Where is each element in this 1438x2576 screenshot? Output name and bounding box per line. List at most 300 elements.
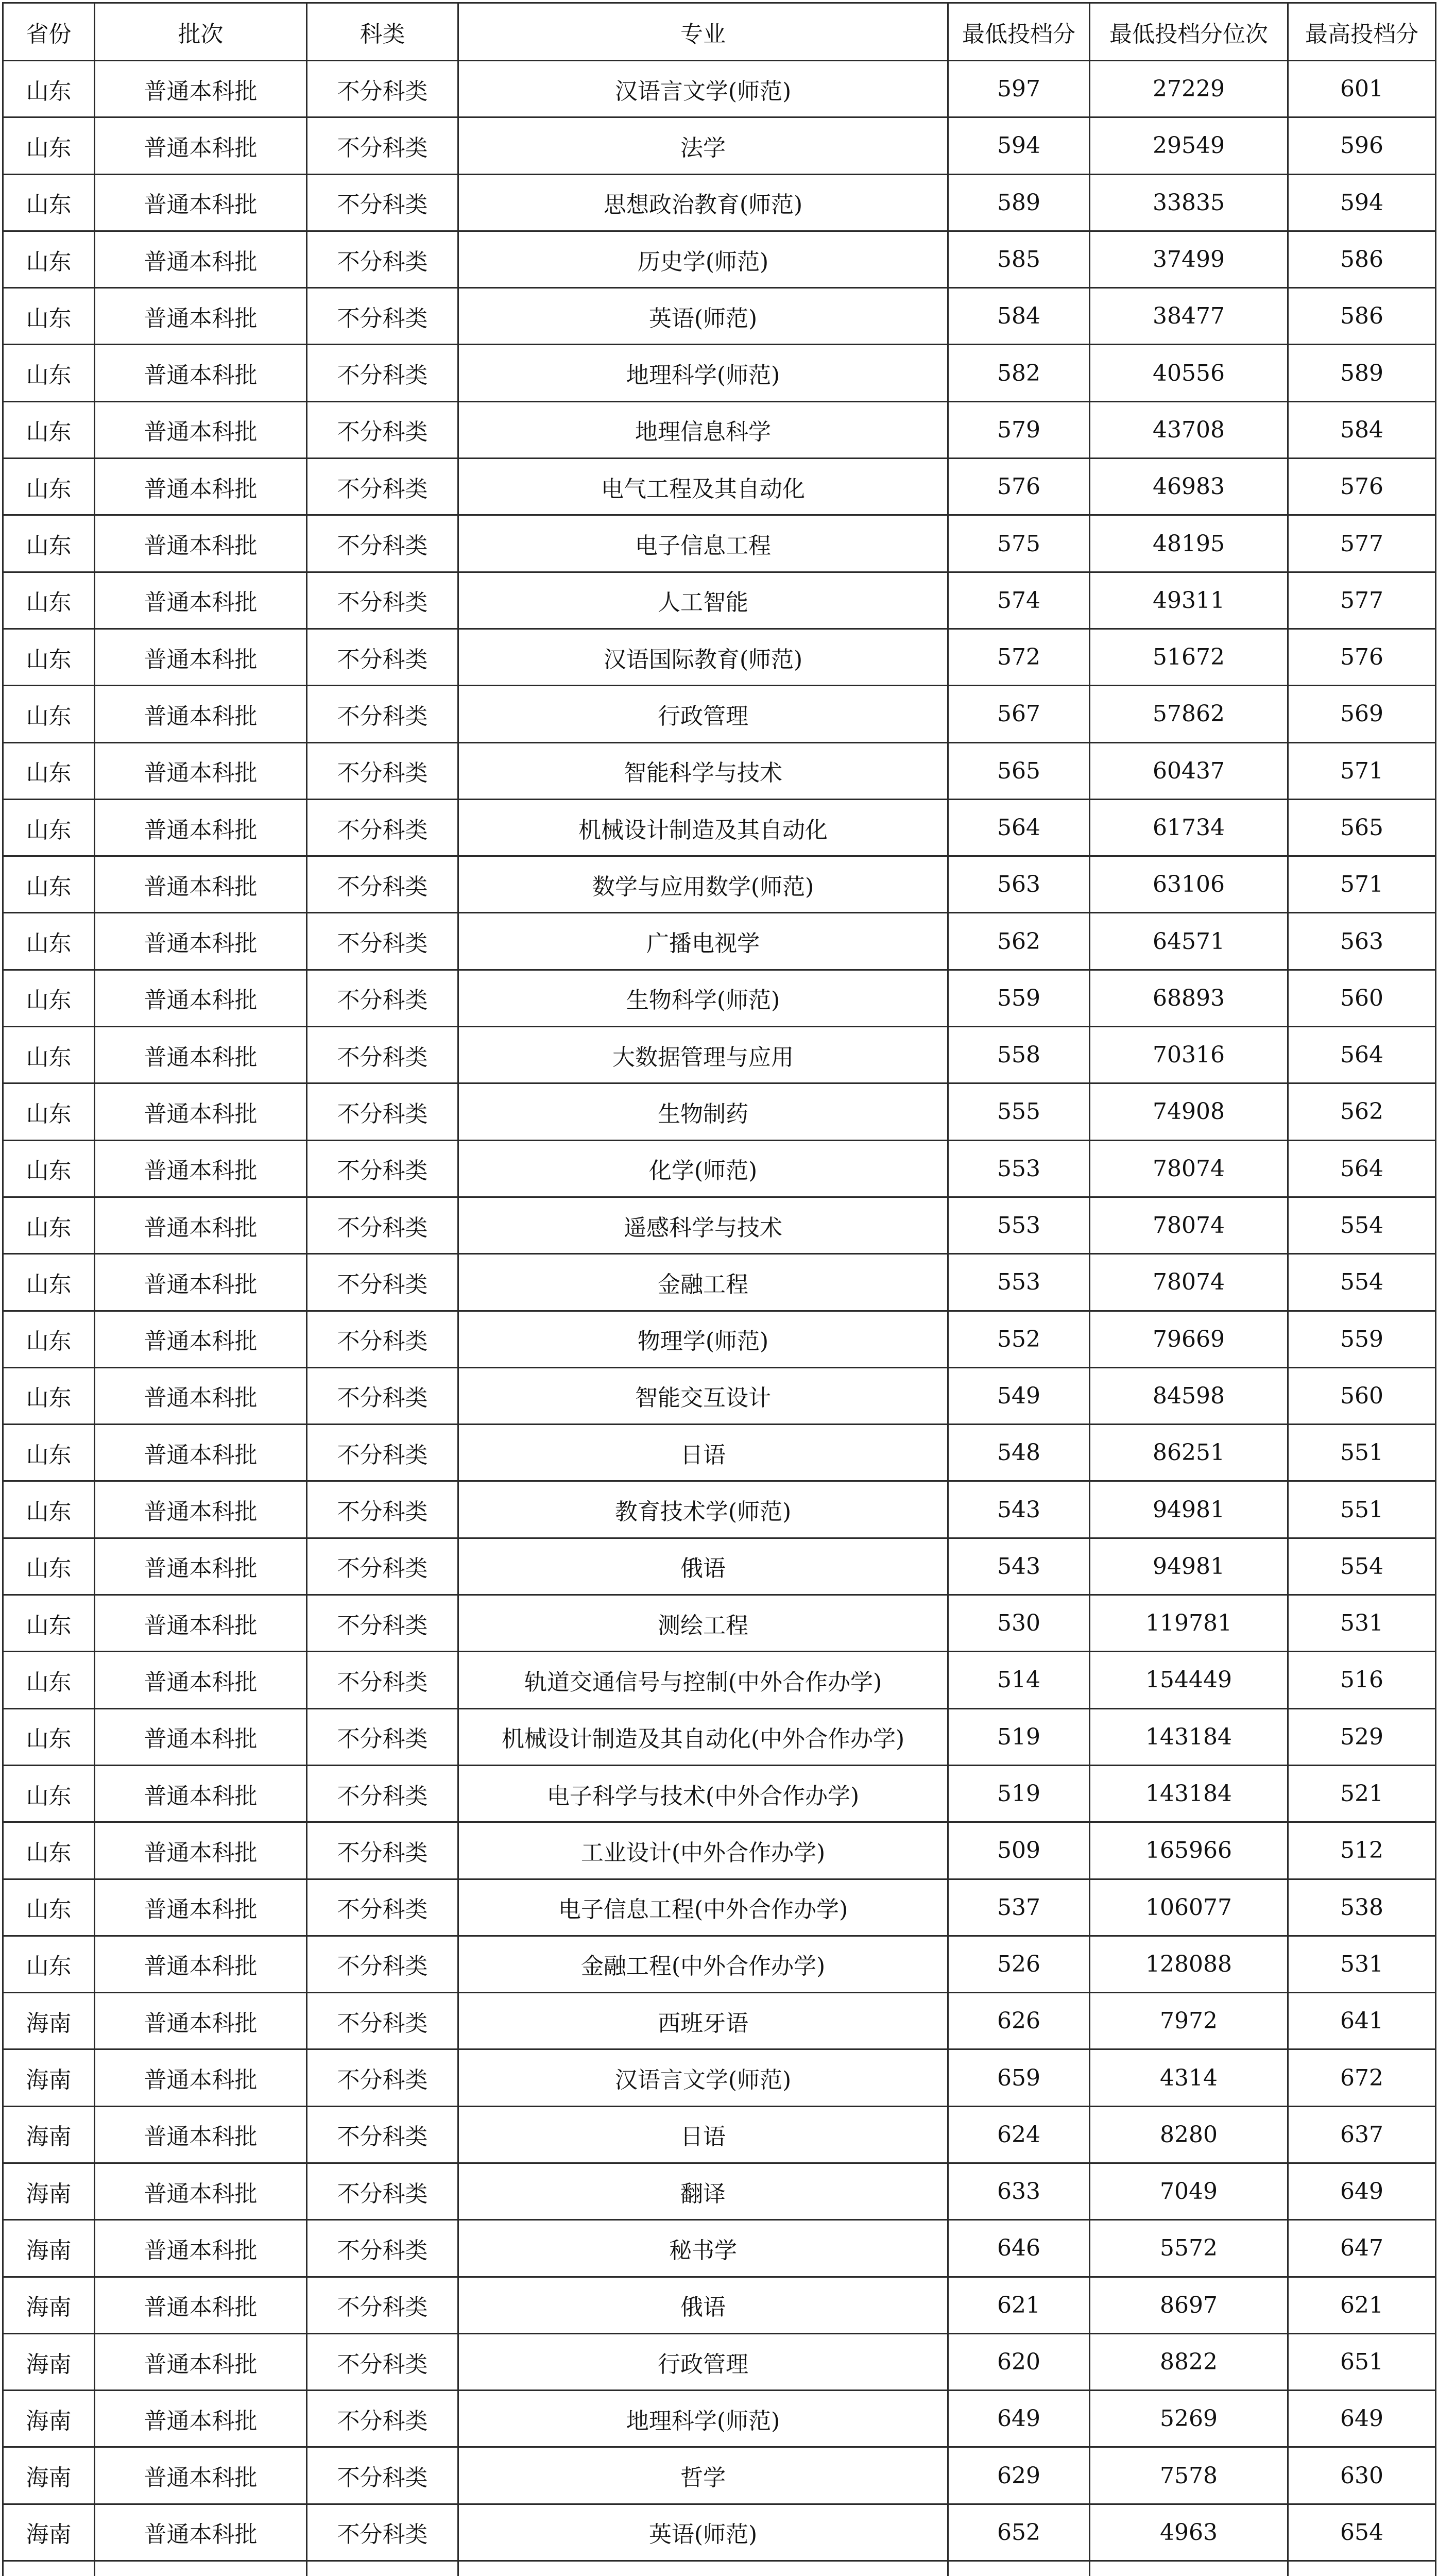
min-score-cell: 543 xyxy=(948,1538,1090,1595)
min-rank-cell: 70316 xyxy=(1090,1027,1288,1083)
max-score-cell: 647 xyxy=(1288,2220,1436,2277)
major-cell: 金融工程 xyxy=(458,1254,948,1311)
max-score-cell: 569 xyxy=(1288,686,1436,742)
category-cell: 不分科类 xyxy=(307,1027,458,1083)
province-cell: 山东 xyxy=(3,1936,95,1992)
province-cell: 海南 xyxy=(3,2049,95,2106)
major-cell: 历史学(师范) xyxy=(458,231,948,287)
min-rank-cell: 4963 xyxy=(1090,2504,1288,2561)
min-rank-cell: 165966 xyxy=(1090,1822,1288,1879)
min-rank-cell: 84598 xyxy=(1090,1367,1288,1424)
max-score-cell: 596 xyxy=(1288,117,1436,174)
category-cell: 不分科类 xyxy=(307,2163,458,2219)
header-min-rank: 最低投档分位次 xyxy=(1090,3,1288,61)
province-cell: 山东 xyxy=(3,345,95,401)
min-score-cell: 582 xyxy=(948,345,1090,401)
table-row xyxy=(3,572,1436,629)
max-score-cell: 654 xyxy=(1288,2504,1436,2561)
table-row xyxy=(3,1993,1436,2049)
max-score-cell: 577 xyxy=(1288,515,1436,572)
min-score-cell: 633 xyxy=(948,2163,1090,2219)
min-rank-cell: 78074 xyxy=(1090,1140,1288,1197)
batch-cell: 普通本科批 xyxy=(95,742,307,799)
table-row xyxy=(3,1936,1436,1992)
province-cell: 山东 xyxy=(3,401,95,458)
min-rank-cell: 61734 xyxy=(1090,799,1288,856)
major-cell: 物理学(师范) xyxy=(458,1311,948,1367)
table-row xyxy=(3,174,1436,231)
category-cell: 不分科类 xyxy=(307,2447,458,2504)
table-row xyxy=(3,1652,1436,1708)
table-row xyxy=(3,1027,1436,1083)
batch-cell: 普通本科批 xyxy=(95,231,307,287)
province-cell: 海南 xyxy=(3,2163,95,2219)
min-score-cell: 629 xyxy=(948,2447,1090,2504)
table-row xyxy=(3,1083,1436,1140)
batch-cell: 普通本科批 xyxy=(95,1936,307,1992)
category-cell: 不分科类 xyxy=(307,1595,458,1652)
province-cell xyxy=(3,2561,95,2576)
province-cell: 海南 xyxy=(3,2504,95,2561)
batch-cell: 普通本科批 xyxy=(95,1708,307,1765)
province-cell: 山东 xyxy=(3,117,95,174)
major-cell: 汉语言文学(师范) xyxy=(458,2049,948,2106)
table-row xyxy=(3,1708,1436,1765)
province-cell: 山东 xyxy=(3,515,95,572)
min-score-cell: 537 xyxy=(948,1879,1090,1936)
max-score-cell: 538 xyxy=(1288,1879,1436,1936)
table-row xyxy=(3,629,1436,685)
table-row xyxy=(3,1879,1436,1936)
major-cell: 地理科学(师范) xyxy=(458,2391,948,2447)
province-cell: 山东 xyxy=(3,856,95,913)
max-score-cell: 531 xyxy=(1288,1595,1436,1652)
table-row xyxy=(3,2561,1436,2576)
category-cell: 不分科类 xyxy=(307,1652,458,1708)
table-row xyxy=(3,345,1436,401)
table-row xyxy=(3,1140,1436,1197)
min-score-cell: 574 xyxy=(948,572,1090,629)
category-cell: 不分科类 xyxy=(307,2106,458,2163)
max-score-cell: 560 xyxy=(1288,1367,1436,1424)
major-cell: 生物科学(师范) xyxy=(458,970,948,1026)
table-row xyxy=(3,2391,1436,2447)
header-category: 科类 xyxy=(307,3,458,61)
max-score-cell: 571 xyxy=(1288,856,1436,913)
major-cell: 电子信息工程 xyxy=(458,515,948,572)
max-score-cell: 564 xyxy=(1288,1140,1436,1197)
category-cell: 不分科类 xyxy=(307,1708,458,1765)
major-cell: 智能科学与技术 xyxy=(458,742,948,799)
header-row xyxy=(3,3,1436,61)
header-province: 省份 xyxy=(3,3,95,61)
header-batch: 批次 xyxy=(95,3,307,61)
min-score-cell: 555 xyxy=(948,1083,1090,1140)
major-cell xyxy=(458,2561,948,2576)
min-rank-cell: 7049 xyxy=(1090,2163,1288,2219)
max-score-cell: 554 xyxy=(1288,1197,1436,1253)
min-rank-cell: 27229 xyxy=(1090,61,1288,117)
major-cell: 电气工程及其自动化 xyxy=(458,459,948,515)
max-score-cell: 563 xyxy=(1288,913,1436,970)
table-row xyxy=(3,401,1436,458)
batch-cell: 普通本科批 xyxy=(95,401,307,458)
min-rank-cell: 7972 xyxy=(1090,1993,1288,2049)
province-cell: 海南 xyxy=(3,2277,95,2333)
major-cell: 翻译 xyxy=(458,2163,948,2219)
table-body xyxy=(3,61,1436,2576)
max-score-cell: 577 xyxy=(1288,572,1436,629)
max-score-cell: 529 xyxy=(1288,1708,1436,1765)
province-cell: 海南 xyxy=(3,2447,95,2504)
min-score-cell: 575 xyxy=(948,515,1090,572)
min-rank-cell: 40556 xyxy=(1090,345,1288,401)
category-cell: 不分科类 xyxy=(307,2333,458,2390)
province-cell: 山东 xyxy=(3,1254,95,1311)
province-cell: 山东 xyxy=(3,913,95,970)
min-score-cell: 519 xyxy=(948,1708,1090,1765)
category-cell: 不分科类 xyxy=(307,515,458,572)
category-cell: 不分科类 xyxy=(307,1936,458,1992)
max-score-cell: 672 xyxy=(1288,2049,1436,2106)
province-cell: 海南 xyxy=(3,2106,95,2163)
province-cell: 山东 xyxy=(3,742,95,799)
province-cell: 山东 xyxy=(3,629,95,685)
category-cell: 不分科类 xyxy=(307,2277,458,2333)
category-cell: 不分科类 xyxy=(307,61,458,117)
category-cell: 不分科类 xyxy=(307,2049,458,2106)
min-rank-cell: 8697 xyxy=(1090,2277,1288,2333)
province-cell: 山东 xyxy=(3,572,95,629)
min-rank-cell: 68893 xyxy=(1090,970,1288,1026)
category-cell: 不分科类 xyxy=(307,1311,458,1367)
min-score-cell: 563 xyxy=(948,856,1090,913)
province-cell: 山东 xyxy=(3,1708,95,1765)
score-table-container xyxy=(2,2,1435,2576)
min-rank-cell: 49311 xyxy=(1090,572,1288,629)
min-score-cell: 579 xyxy=(948,401,1090,458)
min-rank-cell xyxy=(1090,2561,1288,2576)
min-rank-cell: 46983 xyxy=(1090,459,1288,515)
min-score-cell: 626 xyxy=(948,1993,1090,2049)
min-score-cell: 553 xyxy=(948,1197,1090,1253)
min-rank-cell: 37499 xyxy=(1090,231,1288,287)
min-rank-cell: 33835 xyxy=(1090,174,1288,231)
min-rank-cell: 143184 xyxy=(1090,1765,1288,1822)
category-cell: 不分科类 xyxy=(307,1367,458,1424)
table-row xyxy=(3,2049,1436,2106)
province-cell: 海南 xyxy=(3,2333,95,2390)
major-cell: 行政管理 xyxy=(458,2333,948,2390)
batch-cell: 普通本科批 xyxy=(95,572,307,629)
province-cell: 山东 xyxy=(3,1027,95,1083)
min-score-cell: 549 xyxy=(948,1367,1090,1424)
min-score-cell: 543 xyxy=(948,1481,1090,1538)
province-cell: 山东 xyxy=(3,1367,95,1424)
batch-cell: 普通本科批 xyxy=(95,2277,307,2333)
min-rank-cell: 57862 xyxy=(1090,686,1288,742)
major-cell: 生物制药 xyxy=(458,1083,948,1140)
max-score-cell: 551 xyxy=(1288,1481,1436,1538)
major-cell: 化学(师范) xyxy=(458,1140,948,1197)
major-cell: 机械设计制造及其自动化(中外合作办学) xyxy=(458,1708,948,1765)
min-rank-cell: 8280 xyxy=(1090,2106,1288,2163)
batch-cell: 普通本科批 xyxy=(95,686,307,742)
max-score-cell: 560 xyxy=(1288,970,1436,1026)
max-score-cell: 562 xyxy=(1288,1083,1436,1140)
min-score-cell: 526 xyxy=(948,1936,1090,1992)
major-cell: 日语 xyxy=(458,2106,948,2163)
category-cell: 不分科类 xyxy=(307,913,458,970)
min-score-cell: 584 xyxy=(948,288,1090,345)
table-row xyxy=(3,1481,1436,1538)
category-cell: 不分科类 xyxy=(307,1254,458,1311)
batch-cell: 普通本科批 xyxy=(95,1254,307,1311)
min-rank-cell: 106077 xyxy=(1090,1879,1288,1936)
category-cell: 不分科类 xyxy=(307,1140,458,1197)
major-cell: 金融工程(中外合作办学) xyxy=(458,1936,948,1992)
max-score-cell: 594 xyxy=(1288,174,1436,231)
min-rank-cell: 38477 xyxy=(1090,288,1288,345)
table-row xyxy=(3,117,1436,174)
min-score-cell: 553 xyxy=(948,1140,1090,1197)
header-max-score: 最高投档分 xyxy=(1288,3,1436,61)
province-cell: 山东 xyxy=(3,1140,95,1197)
category-cell: 不分科类 xyxy=(307,1425,458,1481)
category-cell: 不分科类 xyxy=(307,1197,458,1253)
major-cell: 数学与应用数学(师范) xyxy=(458,856,948,913)
category-cell: 不分科类 xyxy=(307,1993,458,2049)
category-cell: 不分科类 xyxy=(307,572,458,629)
min-score-cell: 597 xyxy=(948,61,1090,117)
min-score-cell: 589 xyxy=(948,174,1090,231)
max-score-cell: 564 xyxy=(1288,1027,1436,1083)
major-cell: 遥感科学与技术 xyxy=(458,1197,948,1253)
batch-cell: 普通本科批 xyxy=(95,1140,307,1197)
batch-cell: 普通本科批 xyxy=(95,2049,307,2106)
min-rank-cell: 60437 xyxy=(1090,742,1288,799)
min-rank-cell: 79669 xyxy=(1090,1311,1288,1367)
province-cell: 海南 xyxy=(3,1993,95,2049)
batch-cell: 普通本科批 xyxy=(95,174,307,231)
max-score-cell: 551 xyxy=(1288,1425,1436,1481)
major-cell: 法学 xyxy=(458,117,948,174)
table-row xyxy=(3,856,1436,913)
batch-cell: 普通本科批 xyxy=(95,2504,307,2561)
category-cell: 不分科类 xyxy=(307,1481,458,1538)
batch-cell: 普通本科批 xyxy=(95,2333,307,2390)
min-rank-cell: 74908 xyxy=(1090,1083,1288,1140)
min-score-cell: 509 xyxy=(948,1822,1090,1879)
min-score-cell: 652 xyxy=(948,2504,1090,2561)
table-row xyxy=(3,1197,1436,1253)
batch-cell: 普通本科批 xyxy=(95,1765,307,1822)
category-cell: 不分科类 xyxy=(307,1879,458,1936)
max-score-cell: 651 xyxy=(1288,2333,1436,2390)
batch-cell: 普通本科批 xyxy=(95,2391,307,2447)
max-score-cell: 531 xyxy=(1288,1936,1436,1992)
batch-cell: 普通本科批 xyxy=(95,1083,307,1140)
batch-cell: 普通本科批 xyxy=(95,61,307,117)
major-cell: 地理信息科学 xyxy=(458,401,948,458)
province-cell: 山东 xyxy=(3,1083,95,1140)
category-cell: 不分科类 xyxy=(307,1538,458,1595)
table-row xyxy=(3,2277,1436,2333)
province-cell: 海南 xyxy=(3,2220,95,2277)
max-score-cell: 584 xyxy=(1288,401,1436,458)
category-cell: 不分科类 xyxy=(307,117,458,174)
province-cell: 山东 xyxy=(3,174,95,231)
batch-cell: 普通本科批 xyxy=(95,799,307,856)
major-cell: 大数据管理与应用 xyxy=(458,1027,948,1083)
batch-cell: 普通本科批 xyxy=(95,2106,307,2163)
province-cell: 山东 xyxy=(3,1538,95,1595)
category-cell xyxy=(307,2561,458,2576)
min-score-cell: 594 xyxy=(948,117,1090,174)
category-cell: 不分科类 xyxy=(307,288,458,345)
max-score-cell: 649 xyxy=(1288,2163,1436,2219)
major-cell: 测绘工程 xyxy=(458,1595,948,1652)
min-rank-cell: 5572 xyxy=(1090,2220,1288,2277)
major-cell: 广播电视学 xyxy=(458,913,948,970)
max-score-cell xyxy=(1288,2561,1436,2576)
min-rank-cell: 94981 xyxy=(1090,1538,1288,1595)
major-cell: 西班牙语 xyxy=(458,1993,948,2049)
category-cell: 不分科类 xyxy=(307,345,458,401)
major-cell: 汉语国际教育(师范) xyxy=(458,629,948,685)
min-score-cell: 659 xyxy=(948,2049,1090,2106)
category-cell: 不分科类 xyxy=(307,231,458,287)
table-row xyxy=(3,1311,1436,1367)
min-score-cell: 559 xyxy=(948,970,1090,1026)
major-cell: 机械设计制造及其自动化 xyxy=(458,799,948,856)
batch-cell: 普通本科批 xyxy=(95,345,307,401)
category-cell: 不分科类 xyxy=(307,970,458,1026)
category-cell: 不分科类 xyxy=(307,401,458,458)
min-score-cell: 620 xyxy=(948,2333,1090,2390)
province-cell: 山东 xyxy=(3,288,95,345)
min-score-cell: 519 xyxy=(948,1765,1090,1822)
category-cell: 不分科类 xyxy=(307,1822,458,1879)
min-rank-cell: 51672 xyxy=(1090,629,1288,685)
min-rank-cell: 143184 xyxy=(1090,1708,1288,1765)
max-score-cell: 554 xyxy=(1288,1254,1436,1311)
min-score-cell xyxy=(948,2561,1090,2576)
min-score-cell: 585 xyxy=(948,231,1090,287)
table-row xyxy=(3,913,1436,970)
major-cell: 汉语言文学(师范) xyxy=(458,61,948,117)
min-rank-cell: 94981 xyxy=(1090,1481,1288,1538)
batch-cell: 普通本科批 xyxy=(95,1027,307,1083)
major-cell: 俄语 xyxy=(458,2277,948,2333)
major-cell: 轨道交通信号与控制(中外合作办学) xyxy=(458,1652,948,1708)
province-cell: 山东 xyxy=(3,799,95,856)
province-cell: 海南 xyxy=(3,2391,95,2447)
table-header xyxy=(3,3,1436,61)
max-score-cell: 621 xyxy=(1288,2277,1436,2333)
max-score-cell: 516 xyxy=(1288,1652,1436,1708)
min-score-cell: 576 xyxy=(948,459,1090,515)
major-cell: 日语 xyxy=(458,1425,948,1481)
min-score-cell: 624 xyxy=(948,2106,1090,2163)
province-cell: 山东 xyxy=(3,1652,95,1708)
table-row xyxy=(3,61,1436,117)
max-score-cell: 637 xyxy=(1288,2106,1436,2163)
major-cell: 教育技术学(师范) xyxy=(458,1481,948,1538)
batch-cell: 普通本科批 xyxy=(95,856,307,913)
major-cell: 地理科学(师范) xyxy=(458,345,948,401)
max-score-cell: 576 xyxy=(1288,459,1436,515)
batch-cell: 普通本科批 xyxy=(95,288,307,345)
table-row xyxy=(3,2504,1436,2561)
min-rank-cell: 154449 xyxy=(1090,1652,1288,1708)
max-score-cell: 576 xyxy=(1288,629,1436,685)
table-row xyxy=(3,2220,1436,2277)
province-cell: 山东 xyxy=(3,970,95,1026)
max-score-cell: 641 xyxy=(1288,1993,1436,2049)
table-row xyxy=(3,1765,1436,1822)
min-score-cell: 514 xyxy=(948,1652,1090,1708)
batch-cell: 普通本科批 xyxy=(95,459,307,515)
min-rank-cell: 8822 xyxy=(1090,2333,1288,2390)
province-cell: 山东 xyxy=(3,686,95,742)
table-row xyxy=(3,1367,1436,1424)
batch-cell: 普通本科批 xyxy=(95,1367,307,1424)
category-cell: 不分科类 xyxy=(307,1083,458,1140)
major-cell: 电子科学与技术(中外合作办学) xyxy=(458,1765,948,1822)
min-rank-cell: 78074 xyxy=(1090,1254,1288,1311)
major-cell: 哲学 xyxy=(458,2447,948,2504)
table-row xyxy=(3,2333,1436,2390)
min-score-cell: 553 xyxy=(948,1254,1090,1311)
batch-cell: 普通本科批 xyxy=(95,1993,307,2049)
table-row xyxy=(3,686,1436,742)
batch-cell: 普通本科批 xyxy=(95,2220,307,2277)
min-rank-cell: 43708 xyxy=(1090,401,1288,458)
min-score-cell: 530 xyxy=(948,1595,1090,1652)
min-score-cell: 564 xyxy=(948,799,1090,856)
province-cell: 山东 xyxy=(3,1822,95,1879)
category-cell: 不分科类 xyxy=(307,174,458,231)
batch-cell: 普通本科批 xyxy=(95,629,307,685)
table-row xyxy=(3,231,1436,287)
category-cell: 不分科类 xyxy=(307,629,458,685)
batch-cell: 普通本科批 xyxy=(95,1197,307,1253)
max-score-cell: 589 xyxy=(1288,345,1436,401)
max-score-cell: 586 xyxy=(1288,288,1436,345)
min-rank-cell: 78074 xyxy=(1090,1197,1288,1253)
major-cell: 英语(师范) xyxy=(458,288,948,345)
major-cell: 俄语 xyxy=(458,1538,948,1595)
major-cell: 英语(师范) xyxy=(458,2504,948,2561)
table-row xyxy=(3,1254,1436,1311)
batch-cell: 普通本科批 xyxy=(95,913,307,970)
min-score-cell: 552 xyxy=(948,1311,1090,1367)
min-rank-cell: 128088 xyxy=(1090,1936,1288,1992)
category-cell: 不分科类 xyxy=(307,1765,458,1822)
batch-cell: 普通本科批 xyxy=(95,1879,307,1936)
min-rank-cell: 86251 xyxy=(1090,1425,1288,1481)
category-cell: 不分科类 xyxy=(307,459,458,515)
min-score-cell: 558 xyxy=(948,1027,1090,1083)
major-cell: 电子信息工程(中外合作办学) xyxy=(458,1879,948,1936)
province-cell: 山东 xyxy=(3,1425,95,1481)
province-cell: 山东 xyxy=(3,1197,95,1253)
min-rank-cell: 5269 xyxy=(1090,2391,1288,2447)
category-cell: 不分科类 xyxy=(307,2391,458,2447)
category-cell: 不分科类 xyxy=(307,799,458,856)
category-cell: 不分科类 xyxy=(307,686,458,742)
